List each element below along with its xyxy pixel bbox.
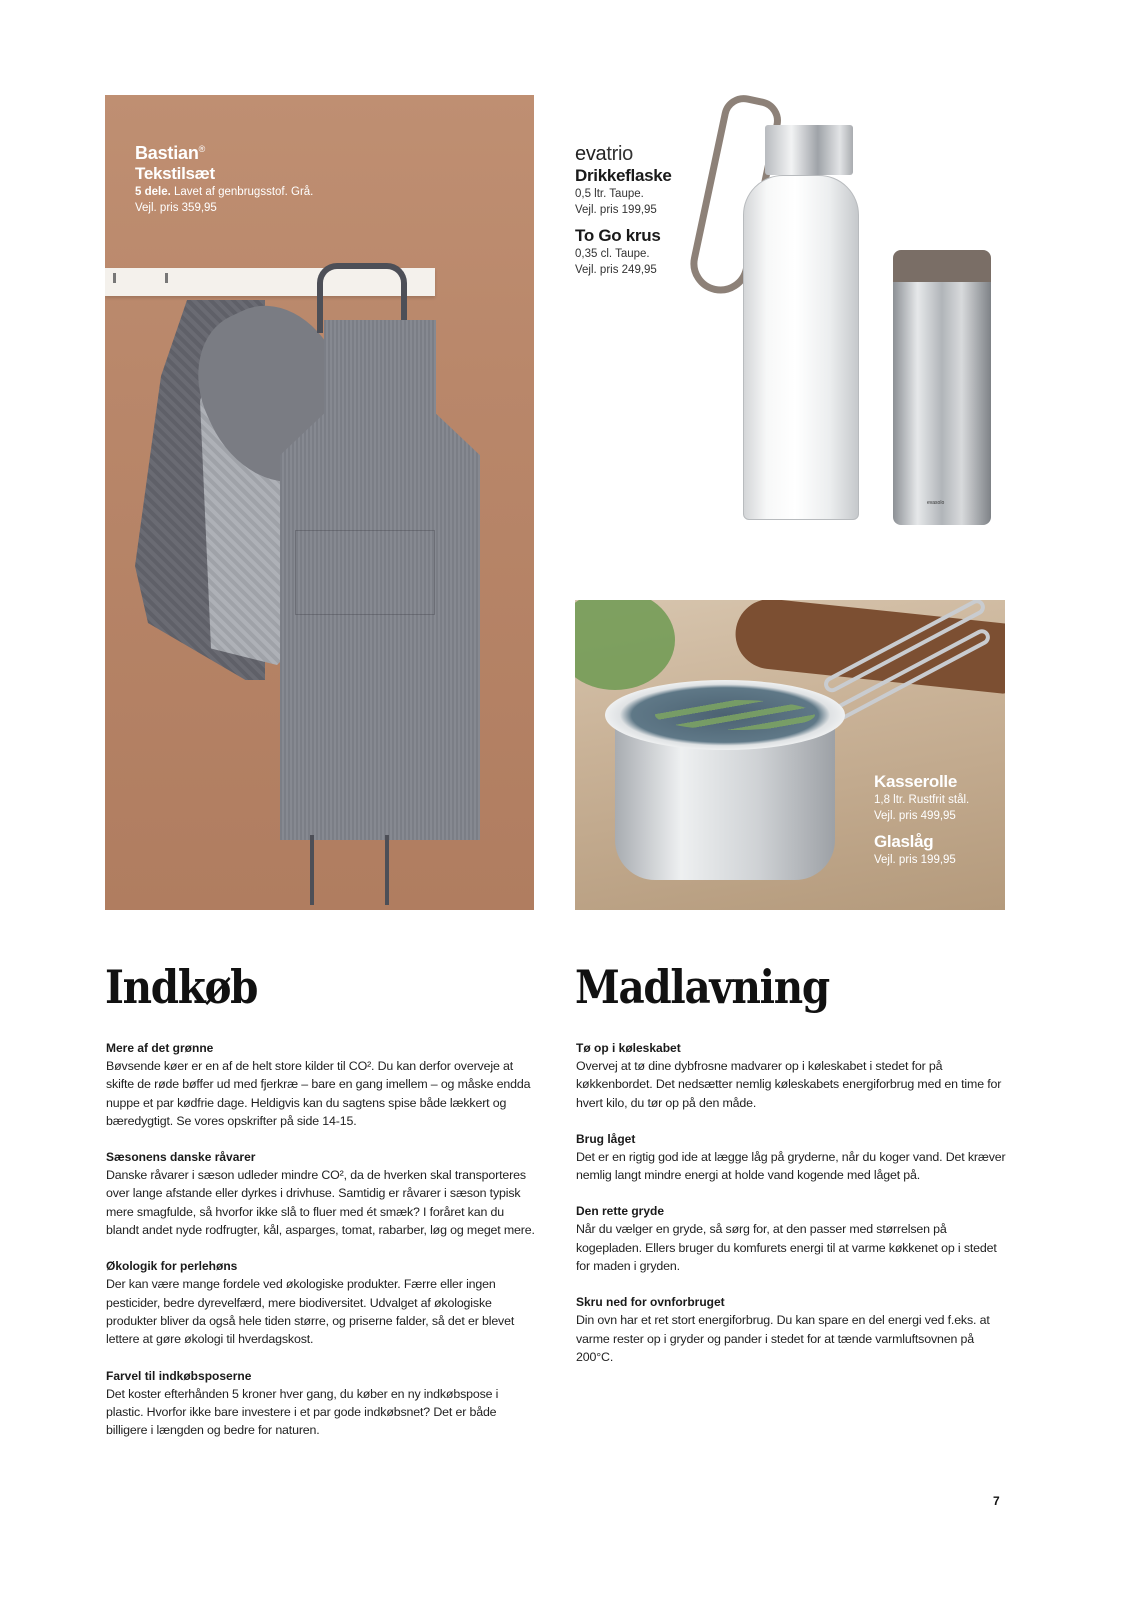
section-title-madlavning: Madlavning: [575, 960, 829, 1014]
tip-body: Din ovn har et ret stort energiforbrug. Du kan spare en del energi ved f.eks. at varme rester op i gryder og pander i stedet for at tænde varmluftsovnen på 200°C.: [576, 1313, 990, 1364]
product-title: Glaslåg: [874, 832, 934, 851]
product-price: Vejl. pris 359,95: [135, 202, 217, 214]
textile-set-photo: [105, 95, 534, 910]
tip-block: [576, 1039, 1006, 1112]
green-beans: [655, 700, 815, 730]
tip-block: [106, 1039, 536, 1130]
tip-heading: Den rette gryde: [576, 1204, 665, 1219]
product-price: Vejl. pris 199,95: [874, 854, 956, 866]
product-title: To Go krus: [575, 226, 661, 245]
apron-pocket: [295, 530, 435, 615]
brand-evatrio: evatrio: [575, 143, 633, 165]
bastian-caption: [135, 143, 313, 216]
product-title: Drikkeflaske: [575, 166, 672, 185]
product-title: Tekstilsæt: [135, 164, 215, 183]
tip-body: Der kan være mange fordele ved økologiske produkter. Færre eller ingen pesticider, bedre dyrevelfærd, mere biodiversitet. Udvalget af økologiske produkter bliver da også hele tiden større, og priserne falder, så det er blevet lettere at gøre økologi til hverdagskost.: [106, 1277, 515, 1347]
apron-tie: [310, 835, 314, 905]
tip-block: [576, 1130, 1006, 1185]
brand-bastian: Bastian®: [135, 143, 206, 163]
tip-heading: Økologik for perlehøns: [106, 1259, 238, 1274]
product-detail: 1,8 ltr. Rustfrit stål.: [874, 794, 970, 806]
hook: [165, 273, 168, 283]
apron-tie: [385, 835, 389, 905]
tip-block: [576, 1293, 1006, 1366]
tip-body: Overvej at tø dine dybfrosne madvarer op i køleskabet i stedet for på køkkenbordet. Det nedsætter nemlig køleskabets energiforbrug med en time for hvert kilo, du tør op på den måde.: [576, 1059, 1002, 1110]
madlavning-column: [576, 1039, 1006, 1384]
tip-heading: Tø op i køleskabet: [576, 1041, 681, 1055]
product-title: Kasserolle: [874, 772, 957, 791]
pot-caption: [874, 772, 969, 868]
product-price: Vejl. pris 249,95: [575, 264, 657, 276]
tip-heading: Sæsonens danske råvarer: [106, 1150, 256, 1165]
product-detail: 0,35 cl. Taupe.: [575, 248, 650, 260]
bottle-cap: [765, 125, 853, 175]
tip-block: [106, 1257, 536, 1348]
tip-heading: Skru ned for ovnforbruget: [576, 1295, 725, 1310]
product-price: Vejl. pris 199,95: [575, 204, 657, 216]
tip-body: Danske råvarer i sæson udleder mindre CO², da de hverken skal transporteres over lange afstande eller dyrkes i drivhuse. Samtidig er råvarer i sæson typisk mere smagfulde, så hvorfor ikke slå to fluer med ét smæk? I foråret kan du blandt andet nyde rodfrugter, kål, asparges, tomat, rabarber, løg og meget mere.: [106, 1168, 535, 1238]
tip-block: [576, 1202, 1006, 1275]
indkob-column: [106, 1039, 536, 1457]
cup-lid: [893, 250, 991, 282]
tip-body: Det er en rigtig god ide at lægge låg på gryderne, når du koger vand. Det kræver nemlig langt mindre energi at holde vand kogende med låget på.: [576, 1149, 1006, 1183]
tip-block: [106, 1148, 536, 1239]
tip-heading: Brug låget: [576, 1131, 636, 1146]
page-number: 7: [993, 1494, 1000, 1508]
evatrio-caption: [575, 143, 672, 278]
lettuce-leaves: [575, 600, 675, 690]
to-go-cup: [893, 275, 991, 525]
tip-heading: Farvel til indkøbsposerne: [106, 1368, 252, 1383]
tip-block: [106, 1367, 536, 1440]
tip-body: Bøvsende køer er en af de helt store kilder til CO². Du kan derfor overveje at skifte de røde bøffer ud med fjerkræ – bare en gang imellem – og måske endda nuppe et par kødfrie dage. Heldigvis kan du sagtens spise både lækkert og bæredygtigt. Se vores opskrifter på side 14-15.: [106, 1059, 531, 1128]
registered-mark: ®: [198, 144, 206, 154]
section-title-indkob: Indkøb: [105, 960, 258, 1014]
bottle-and-cup-photo: [575, 95, 1005, 535]
product-price: Vejl. pris 499,95: [874, 810, 956, 822]
tip-heading: Mere af det grønne: [106, 1041, 214, 1055]
tip-body: Når du vælger en gryde, så sørg for, at den passer med størrelsen på kogepladen. Ellers bruger du komfurets energi til at varme køkkenet op i stedet for maden i gryden.: [576, 1222, 997, 1274]
tip-body: Det koster efterhånden 5 kroner hver gang, du køber en ny indkøbspose i plastic. Hvorfor ikke bare investere i et par gode indkøbsnet? Det er både billigere i længden og bedre for naturen.: [106, 1386, 499, 1438]
cup-logo: evasolo: [927, 500, 945, 506]
product-detail: 0,5 ltr. Taupe.: [575, 188, 644, 200]
hook: [113, 273, 116, 283]
product-detail: 5 dele. Lavet af genbrugsstof. Grå.: [135, 186, 314, 198]
drinking-bottle: [743, 175, 859, 520]
saucepan-photo: [575, 600, 1005, 910]
